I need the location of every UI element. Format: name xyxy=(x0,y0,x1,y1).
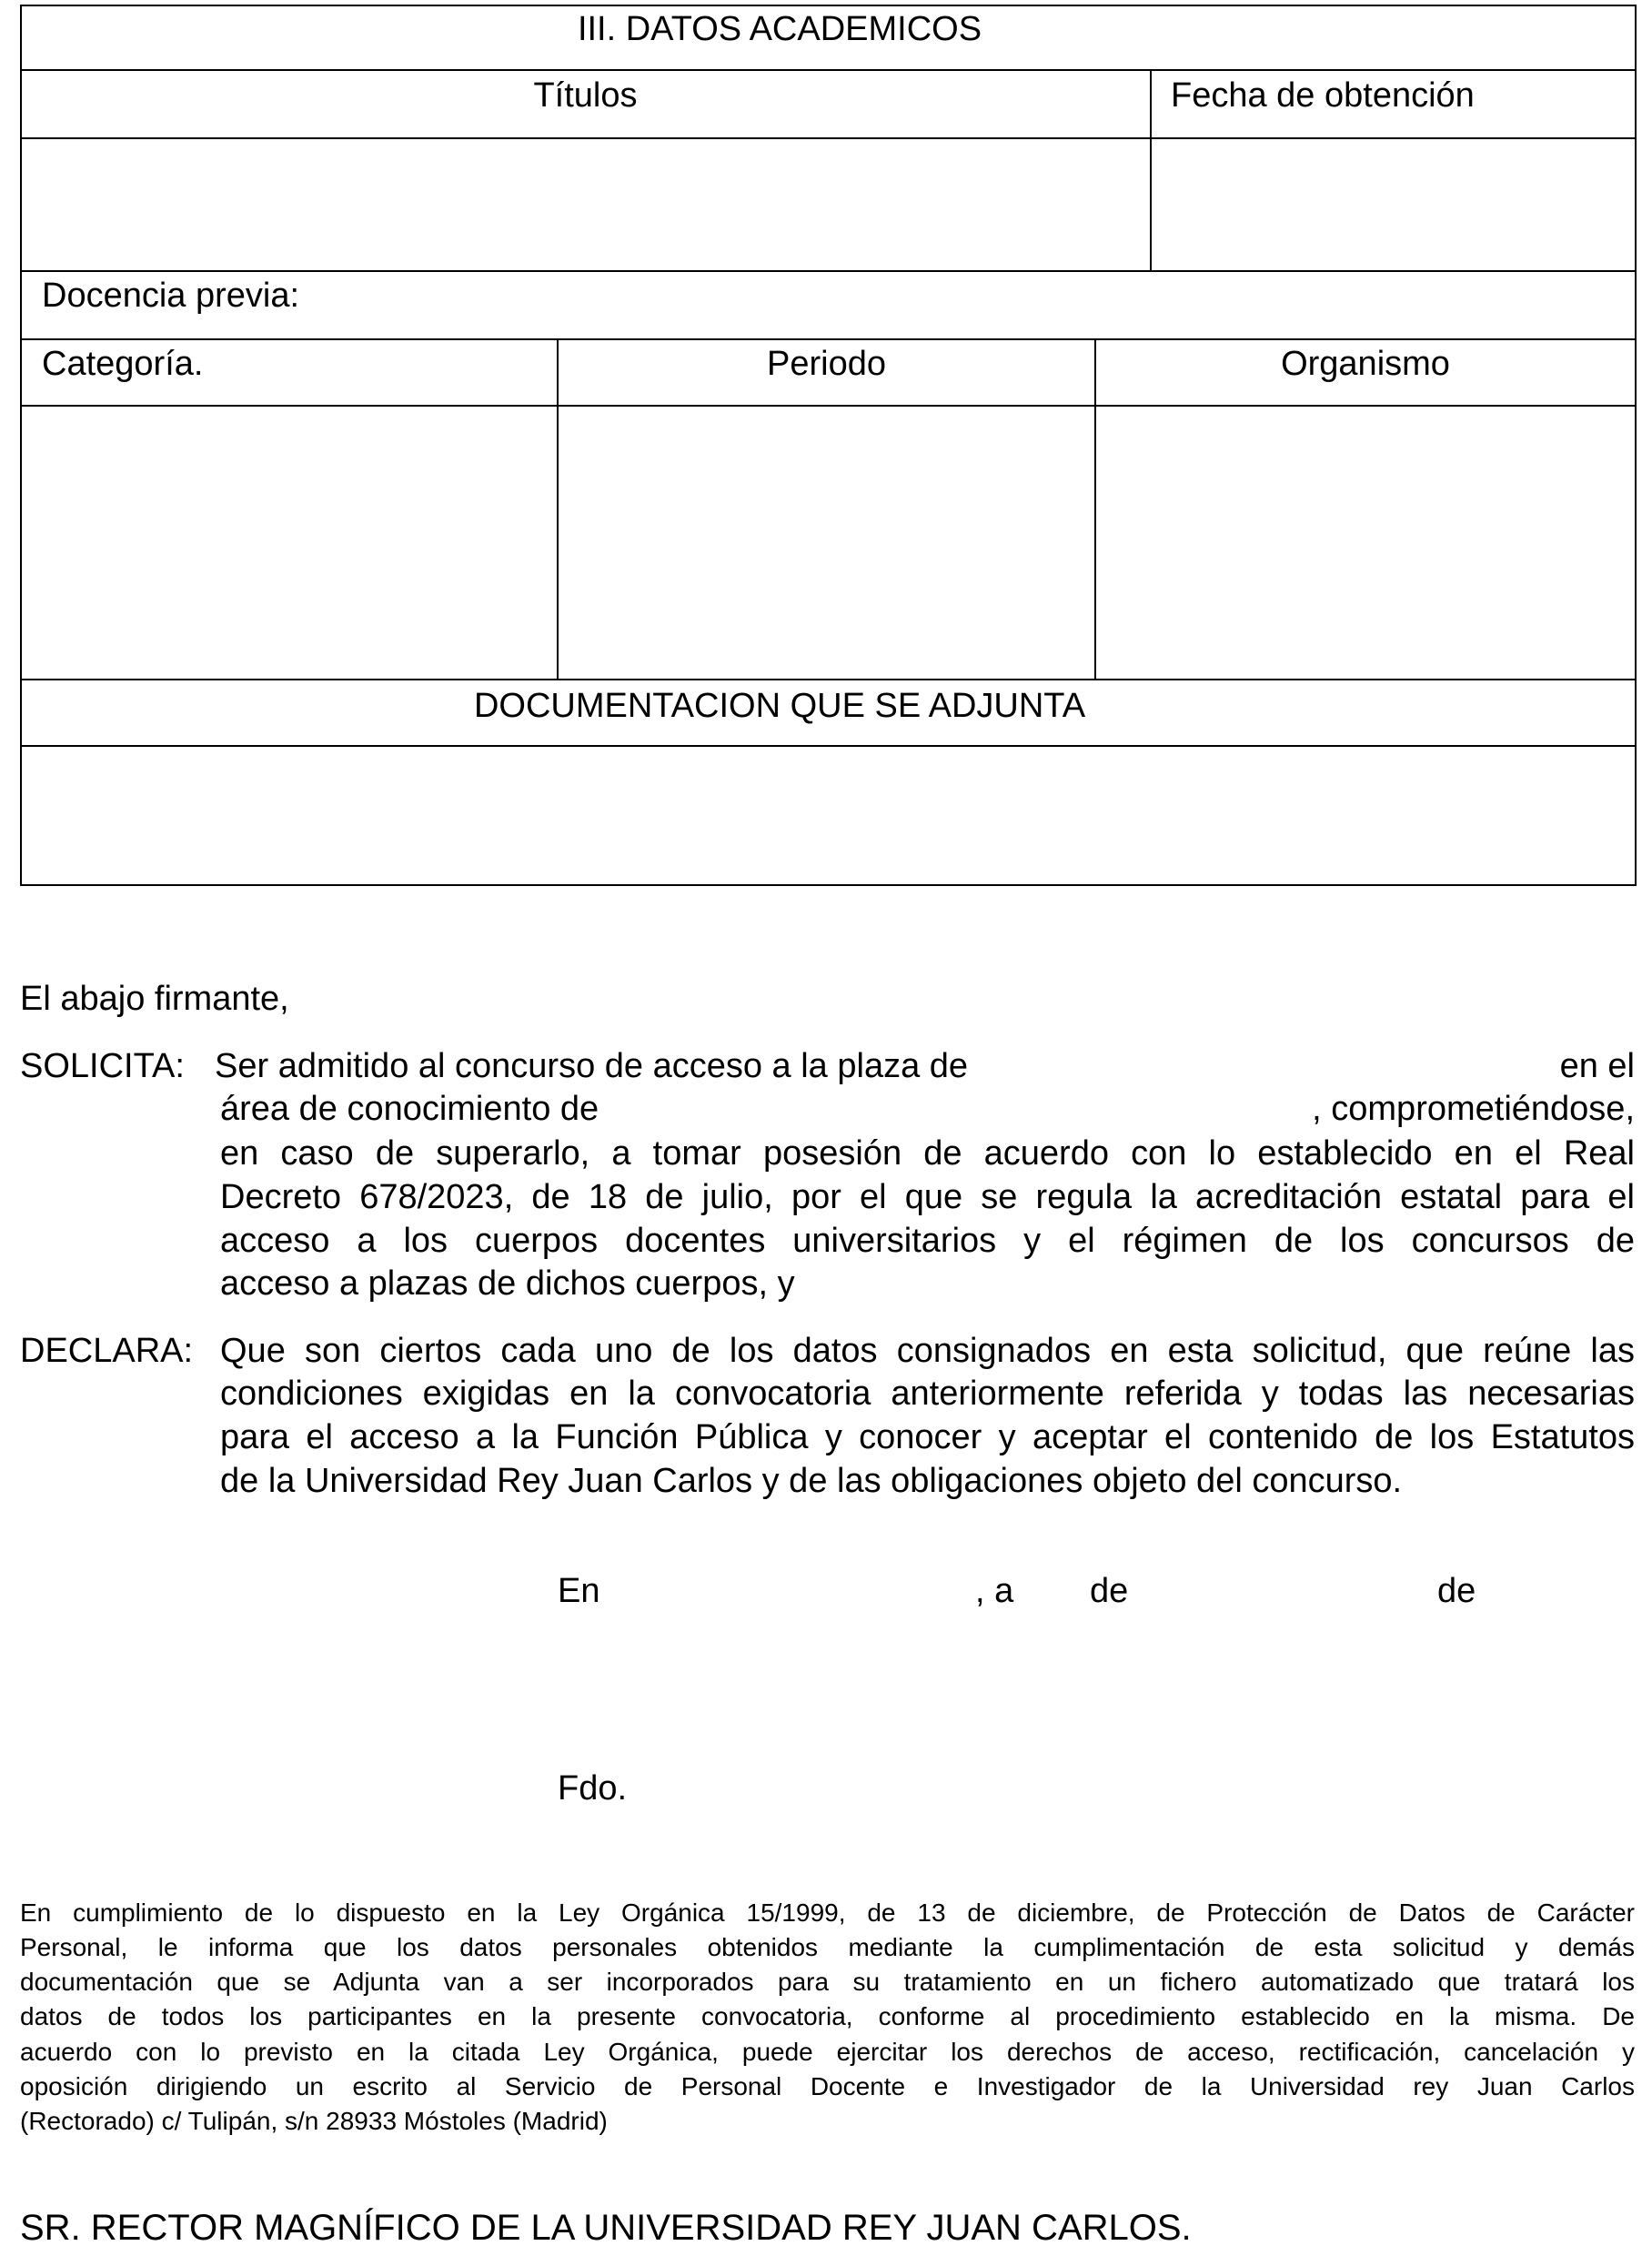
place-de: de xyxy=(1090,1572,1129,1610)
periodo-cell[interactable] xyxy=(559,407,1094,679)
solicita-line: área de conocimiento de xyxy=(220,1090,599,1128)
row-divider xyxy=(20,69,1637,71)
row-divider xyxy=(20,338,1637,340)
solicita-label: SOLICITA: xyxy=(20,1047,185,1085)
organismo-cell[interactable] xyxy=(1096,407,1635,679)
privacy-line: Personal, le informa que los datos personales obtenidos mediante la cumplimentación de esta solicitud y demás xyxy=(20,1933,1635,1961)
solicita-line: en caso de superarlo, a tomar posesión de acuerdo con lo establecido en el Real xyxy=(220,1134,1635,1173)
privacy-line: oposición dirigiendo un escrito al Servicio de Personal Docente e Investigador de la Universidad rey Juan Carlos xyxy=(20,2072,1635,2100)
solicita-line: acceso a plazas de dichos cuerpos, y xyxy=(220,1264,795,1303)
organismo-header: Organismo xyxy=(1281,345,1450,383)
table-border-bottom xyxy=(20,884,1637,886)
addressee: SR. RECTOR MAGNÍFICO DE LA UNIVERSIDAD REY JUAN CARLOS. xyxy=(20,2208,1192,2248)
row-divider xyxy=(20,679,1637,680)
table-border-right xyxy=(1635,5,1637,886)
declara-line: Que son ciertos cada uno de los datos consignados en esta solicitud, que reúne las xyxy=(220,1332,1635,1370)
table-border-top xyxy=(20,5,1637,6)
fecha-header: Fecha de obtención xyxy=(1171,76,1475,115)
titulos-header: Títulos xyxy=(533,76,638,115)
declara-line: de la Universidad Rey Juan Carlos y de las obligaciones objeto del concurso. xyxy=(220,1462,1403,1500)
docencia-label: Docencia previa: xyxy=(42,277,300,315)
privacy-line: documentación que se Adjunta van a ser incorporados para su tratamiento en un fichero automatizado que tratará los xyxy=(20,1968,1635,1996)
periodo-header: Periodo xyxy=(767,345,886,383)
documentacion-cell[interactable] xyxy=(22,747,1635,884)
solicita-line: en el xyxy=(1559,1047,1635,1085)
solicita-line: Ser admitido al concurso de acceso a la plaza de xyxy=(215,1047,969,1085)
place-a: , a xyxy=(975,1572,1014,1610)
solicita-line: acceso a los cuerpos docentes universitarios y el régimen de los concursos de xyxy=(220,1222,1635,1260)
solicita-line: Decreto 678/2023, de 18 de julio, por el que se regula la acreditación estatal para el xyxy=(220,1178,1635,1216)
signature-fdo: Fdo. xyxy=(558,1769,628,1808)
place-de: de xyxy=(1437,1572,1476,1610)
declara-line: para el acceso a la Función Pública y conocer y aceptar el contenido de los Estatutos xyxy=(220,1418,1635,1456)
privacy-line: acuerdo con lo previsto en la citada Ley Orgánica, puede ejercitar los derechos de acceso, rectificación, cancelación y xyxy=(20,2038,1635,2066)
solicita-line: , comprometiéndose, xyxy=(1312,1090,1635,1128)
section-title: III. DATOS ACADEMICOS xyxy=(577,10,982,48)
declara-label: DECLARA: xyxy=(20,1332,194,1370)
titulos-cell[interactable] xyxy=(22,139,1150,270)
documentacion-header: DOCUMENTACION QUE SE ADJUNTA xyxy=(473,687,1086,725)
intro-text: El abajo firmante, xyxy=(20,980,289,1018)
declara-line: condiciones exigidas en la convocatoria anteriormente referida y todas las necesarias xyxy=(220,1375,1635,1413)
categoria-cell[interactable] xyxy=(22,407,557,679)
fecha-cell[interactable] xyxy=(1152,139,1635,270)
privacy-line: (Rectorado) c/ Tulipán, s/n 28933 Móstoles (Madrid) xyxy=(20,2107,608,2135)
privacy-line: En cumplimiento de lo dispuesto en la Ley Orgánica 15/1999, de 13 de diciembre, de Protección de Datos de Carácter xyxy=(20,1898,1635,1927)
categoria-header: Categoría. xyxy=(42,345,204,383)
row-divider xyxy=(20,270,1637,272)
privacy-line: datos de todos los participantes en la presente convocatoria, conforme al procedimiento establecido en la misma. De xyxy=(20,2002,1635,2030)
place-en: En xyxy=(558,1572,600,1610)
